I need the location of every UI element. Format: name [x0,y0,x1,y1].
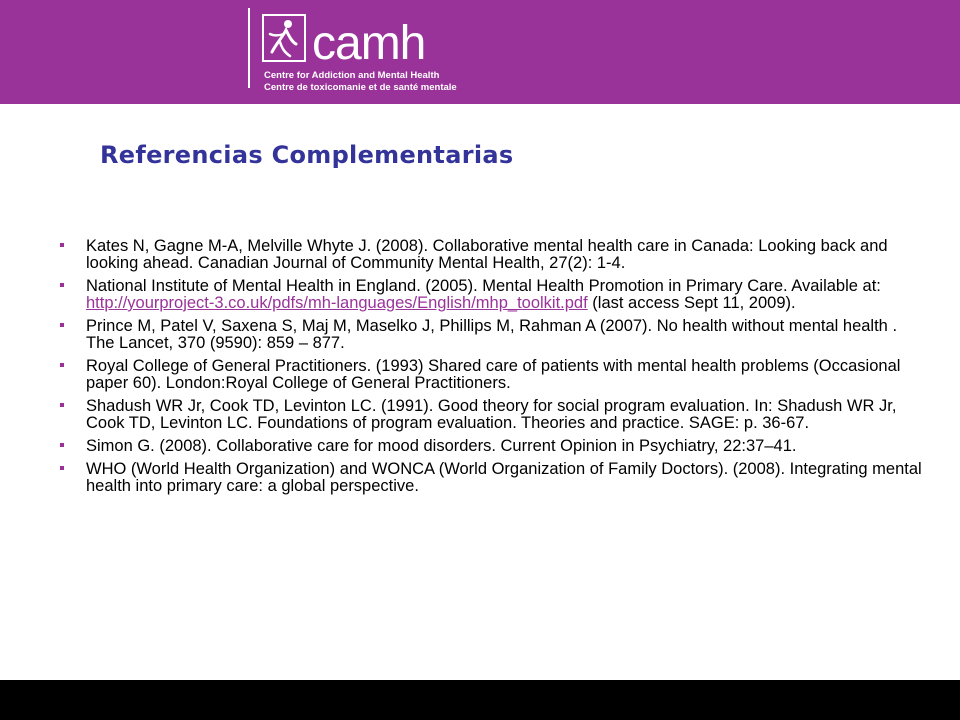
reference-text: Shadush WR Jr, Cook TD, Levinton LC. (1991). Good theory for social program evaluation. In: Shadush WR Jr, Cook TD, Levinton LC. Foundations of program evaluation. Theories and practice. SAGE: p. 36-67. [86,397,897,432]
camh-logo-mark-icon [262,14,306,62]
bullet-icon [60,403,64,407]
bullet-icon [60,363,64,367]
camh-subtitle [264,70,457,94]
footer-band [0,680,960,720]
bullet-icon [60,323,64,327]
reference-item [56,358,926,392]
reference-text: National Institute of Mental Health in England. (2005). Mental Health Promotion in Primary Care. Available at: [86,277,881,295]
reference-item [56,398,926,432]
camh-subtitle-en: Centre for Addiction and Mental Health [264,70,440,81]
camh-wordmark: camh [312,17,426,70]
reference-item [56,461,926,495]
reference-link[interactable]: http://yourproject-3.co.uk/pdfs/mh-languages/English/mhp_toolkit.pdf [86,294,588,312]
camh-logo [262,14,462,96]
reference-list [56,238,926,501]
reference-text: Royal College of General Practitioners. (1993) Shared care of patients with mental health problems (Occasional paper 60). London:Royal College of General Practitioners. [86,357,901,392]
bullet-icon [60,466,64,470]
reference-item [56,278,926,312]
reference-text: Kates N, Gagne M-A, Melville Whyte J. (2008). Collaborative mental health care in Canada: Looking back and looking ahead. Canadian Journal of Community Mental Health, 27(2): 1-4. [86,237,888,272]
reference-text: WHO (World Health Organization) and WONCA (World Organization of Family Doctors). (2008). Integrating mental health into primary care: a global perspective. [86,460,922,495]
bullet-icon [60,243,64,247]
header-band [0,0,960,104]
page-title: Referencias Complementarias [100,141,514,169]
reference-item [56,438,926,455]
camh-subtitle-fr: Centre de toxicomanie et de santé mentale [264,82,457,93]
bullet-icon [60,443,64,447]
reference-item [56,318,926,352]
reference-text: Prince M, Patel V, Saxena S, Maj M, Maselko J, Phillips M, Rahman A (2007). No health without mental health . The Lancet, 370 (9590): 859 – 877. [86,317,898,352]
bullet-icon [60,283,64,287]
reference-item [56,238,926,272]
reference-text: Simon G. (2008). Collaborative care for mood disorders. Current Opinion in Psychiatry, 22:37–41. [86,437,797,455]
logo-divider [248,8,250,88]
reference-text: (last access Sept 11, 2009). [587,294,796,312]
